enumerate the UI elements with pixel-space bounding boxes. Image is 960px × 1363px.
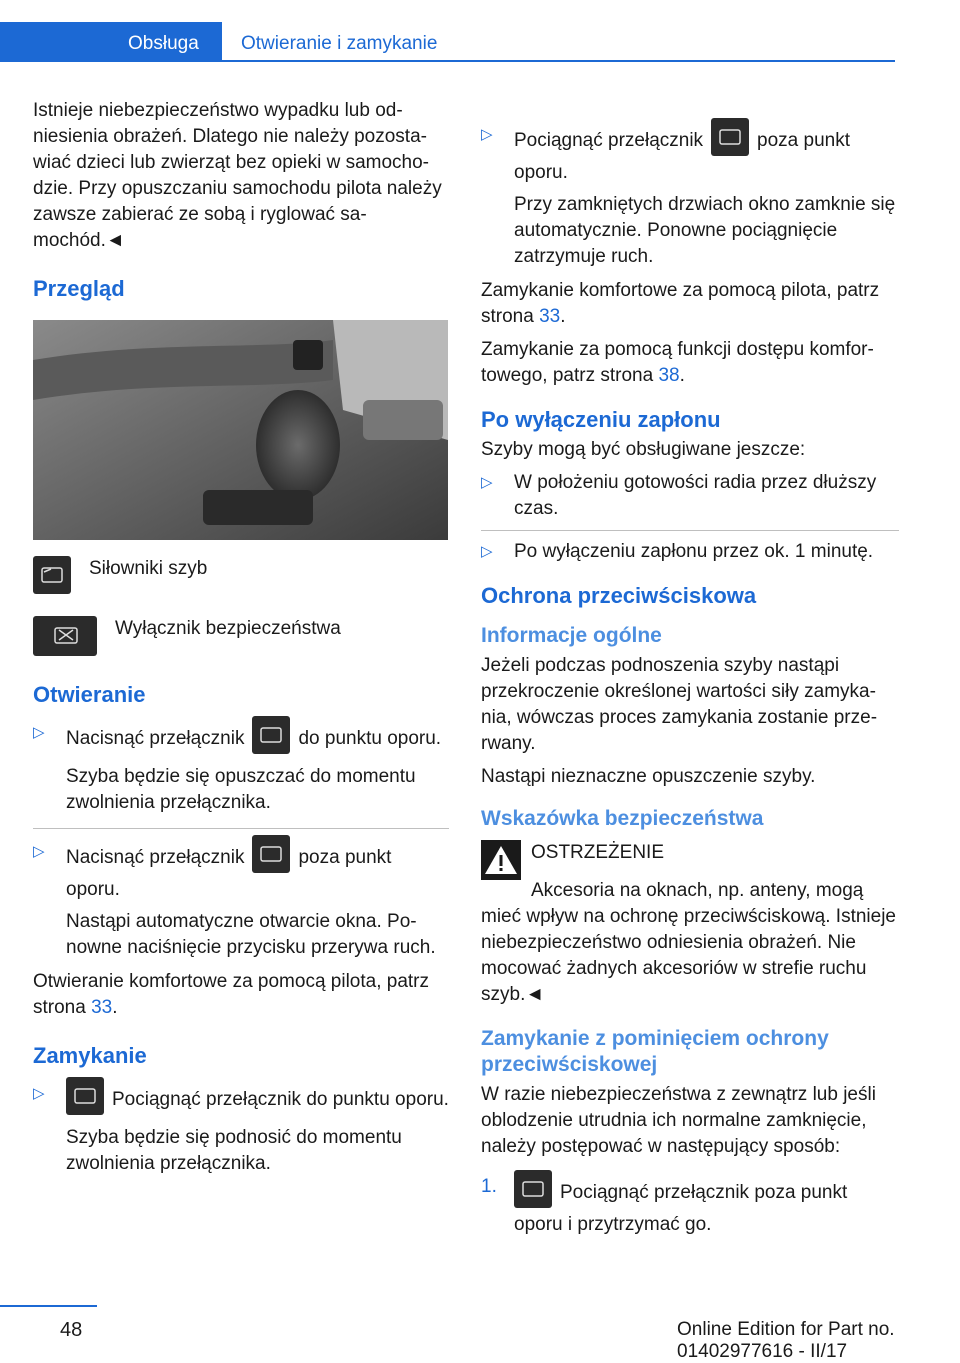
legend-safety-switch [33, 616, 449, 660]
heading-opening: Otwieranie [33, 682, 146, 707]
section-tab-label: Obsługa [128, 33, 199, 54]
list-item [33, 1081, 449, 1177]
right-column [481, 122, 899, 1246]
legend-window-switches [33, 556, 449, 600]
window-switch-icon [514, 1170, 552, 1208]
close-access-text: Zamykanie za pomocą funkcji dostępu komfortowego, patrz strona 38. [481, 339, 874, 386]
bullet-triangle-icon: ▷ [33, 843, 45, 860]
step1-text: Pociągnąć przełącznik poza punkt oporu i przytrzymać go. [514, 1182, 848, 1235]
open1-text-a: Nacisnąć przełącznik [66, 728, 245, 750]
list-item: ▷ W położeniu gotowości radia przez dłuższy czas. [481, 472, 877, 519]
list-item [33, 720, 449, 816]
divider [33, 828, 449, 829]
open2-sub: Nastąpi automatyczne otwarcie okna. Ponowne naciśnięcie przycisku przerywa ruch. [66, 911, 436, 958]
heading-safety-note: Wskazówka bezpieczeństwa [481, 807, 764, 830]
intro-warning-text: Istnieje niebezpieczeństwo wypadku lub odniesienia obrażeń. Dlatego nie należy pozostawiać dzieci lub zwierząt bez opieki w samochodzie. Przy opuszczaniu samochodu pilota należy zawsze zabierać ze sobą i ryglować samochód.◄ [33, 100, 442, 251]
open2-text-b: poza punkt oporu. [66, 847, 392, 900]
heading-overview: Przegląd [33, 276, 125, 301]
window-switch-icon [252, 716, 290, 754]
page-number: 48 [60, 1319, 83, 1341]
list-item [481, 1174, 899, 1238]
general-text-1: Jeżeli podczas podnoszenia szyby nastąpi przekroczenie określonej wartości siły zamykania, wówczas proces zamykania zostanie przerwany. [481, 655, 878, 754]
close2-sub: Przy zamkniętych drzwiach okno zamknie się automatycznie. Ponowne pociągnięcie zatrzymuje ruch. [514, 194, 896, 267]
warning-title: OSTRZEŻENIE [531, 842, 665, 863]
page-link-33[interactable]: 33 [539, 306, 561, 327]
bullet-triangle-icon: ▷ [481, 543, 493, 560]
edition-text: Online Edition for Part no. 01402977616 - II/17 [677, 1319, 895, 1362]
heading-override: Zamykanie z pominięciem ochrony przeciwściskowej [481, 1027, 829, 1076]
heading-after-ignition: Po wyłączeniu zapłonu [481, 407, 721, 432]
legend-window-switches-label: Siłowniki szyb [89, 558, 208, 579]
close2-text-b: poza punkt oporu. [514, 130, 851, 183]
header-bar [0, 22, 895, 62]
heading-pinch-protection: Ochrona przeciwściskowa [481, 583, 757, 608]
window-switch-icon [711, 118, 749, 156]
bullet-triangle-icon: ▷ [33, 724, 45, 741]
close-comfort-text: Zamykanie komfortowe za pomocą pilota, patrz strona 33. [481, 280, 880, 327]
open2-text-a: Nacisnąć przełącznik [66, 847, 245, 869]
page-link-38[interactable]: 38 [658, 365, 680, 386]
warning-triangle-icon [481, 840, 521, 888]
list-item [33, 839, 449, 961]
bullet-triangle-icon: ▷ [481, 474, 493, 491]
close2-text-a: Pociągnąć przełącznik [514, 130, 704, 152]
close1-sub: Szyba będzie się podnosić do momentu zwolnienia przełącznika. [66, 1127, 402, 1174]
divider [481, 530, 899, 531]
left-column [33, 98, 449, 1185]
warning-text: Akcesoria na oknach, np. anteny, mogą mieć wpływ na ochronę przeciwściskową. Istnieje niebezpieczeństwo odniesienia obrażeń. Nie mocować żadnych akcesoriów w strefie ruchu szyb.◄ [481, 880, 896, 1005]
door-panel-photo [33, 320, 448, 540]
open1-sub: Szyba będzie się opuszczać do momentu zwolnienia przełącznika. [66, 766, 416, 813]
heading-closing: Zamykanie [33, 1043, 147, 1068]
heading-general-info: Informacje ogólne [481, 624, 662, 647]
chapter-breadcrumb[interactable]: Otwieranie i zamykanie [241, 33, 438, 54]
open-comfort-text: Otwieranie komfortowe za pomocą pilota, patrz strona 33. [33, 971, 430, 1018]
page-link-33[interactable]: 33 [91, 997, 113, 1018]
close1-text: Pociągnąć przełącznik do punktu oporu. [112, 1089, 449, 1111]
header-rule [222, 60, 895, 62]
override-intro: W razie niebezpieczeństwa z zewnątrz lub jeśli oblodzenie utrudnia ich normalne zamknięcie, należy postępować w następujący sposób: [481, 1084, 876, 1157]
window-switch-icon [252, 835, 290, 873]
footer-rule [0, 1305, 97, 1307]
list-item: ▷ Po wyłączeniu zapłonu przez ok. 1 minutę. [481, 539, 899, 565]
section-tab[interactable] [0, 22, 222, 62]
open1-text-b: do punktu oporu. [298, 728, 442, 750]
window-switch-icon [33, 556, 71, 594]
bullet-triangle-icon: ▷ [33, 1085, 45, 1102]
legend-safety-switch-label: Wyłącznik bezpieczeństwa [115, 618, 341, 639]
step-number: 1. [481, 1176, 497, 1197]
list-item [481, 122, 899, 270]
window-switch-icon [66, 1077, 104, 1115]
general-text-2: Nastąpi nieznaczne opuszczenie szyby. [481, 766, 816, 787]
safety-switch-icon [33, 616, 97, 656]
bullet-triangle-icon: ▷ [481, 126, 493, 143]
ignition-intro: Szyby mogą być obsługiwane jeszcze: [481, 439, 806, 460]
